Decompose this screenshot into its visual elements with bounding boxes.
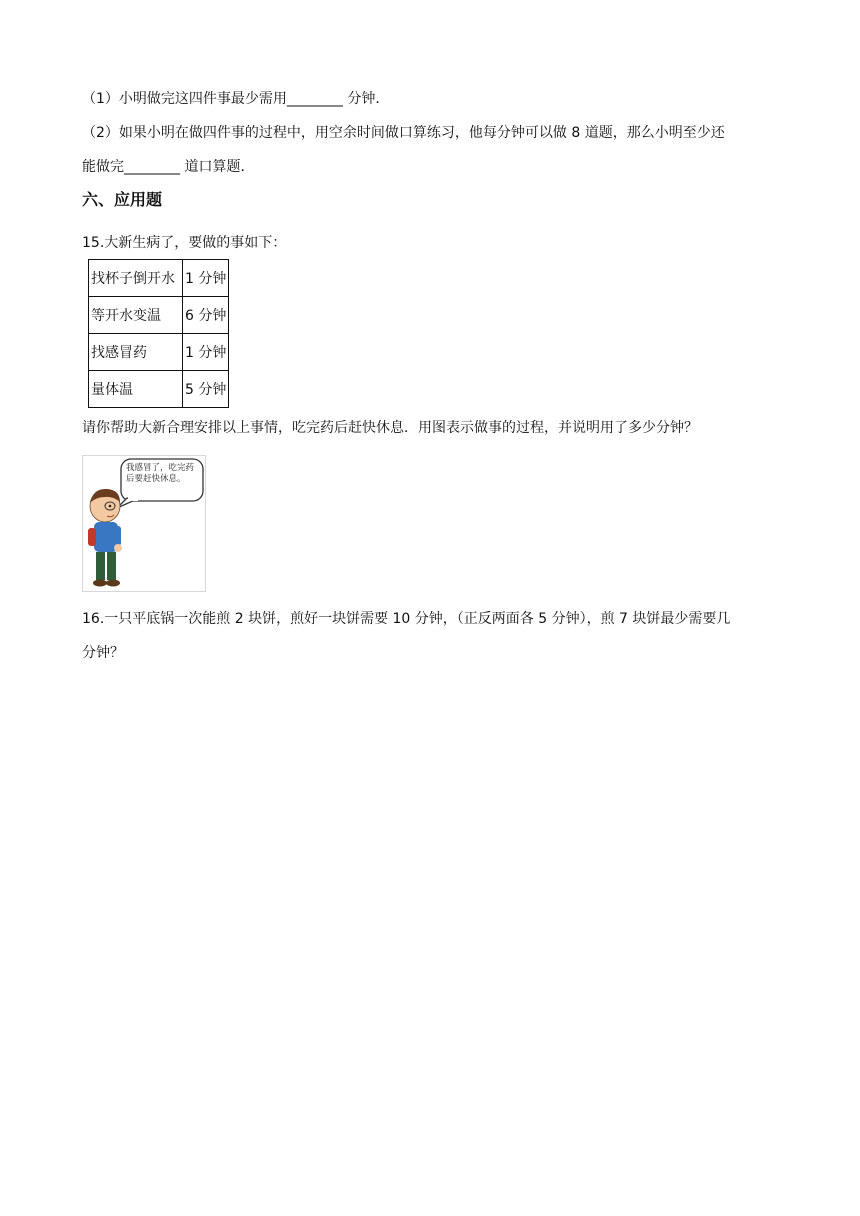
task-time: 6 分钟 [183,297,229,334]
q14-part1: （1）小明做完这四件事最少需用________ 分钟． [82,91,390,107]
task-name: 找杯子倒开水 [89,260,183,297]
table-row [89,260,229,297]
q14-part2-line1: （2）如果小明在做四件事的过程中，用空余时间做口算练习，他每分钟可以做 8 道题，那么小明至少还 [82,125,725,141]
task-time: 1 分钟 [183,260,229,297]
task-name: 量体温 [89,371,183,408]
task-name: 等开水变温 [89,297,183,334]
task-name: 找感冒药 [89,334,183,371]
table-row [89,297,229,334]
task-time: 5 分钟 [183,371,229,408]
q15-task-table [88,259,229,408]
q15-question: 请你帮助大新合理安排以上事情，吃完药后赶快休息．用图表示做事的过程，并说明用了多少分钟？ [82,420,698,436]
speech-bubble-text: 我感冒了，吃完药后要赶快休息。 [126,463,195,484]
sick-boy-illustration [82,455,206,592]
section-heading: 六、应用题 [82,190,163,209]
q16-line2: 分钟？ [82,645,124,661]
table-row [89,334,229,371]
q16-line1: 16.一只平底锅一次能煎 2 块饼，煎好一块饼需要 10 分钟，（正反两面各 5 分钟），煎 7 块饼最少需要几 [82,611,731,627]
table-row [89,371,229,408]
q14-part2-line2: 能做完________ 道口算题． [82,159,255,175]
q15-intro: 15.大新生病了，要做的事如下： [82,235,287,251]
task-time: 1 分钟 [183,334,229,371]
